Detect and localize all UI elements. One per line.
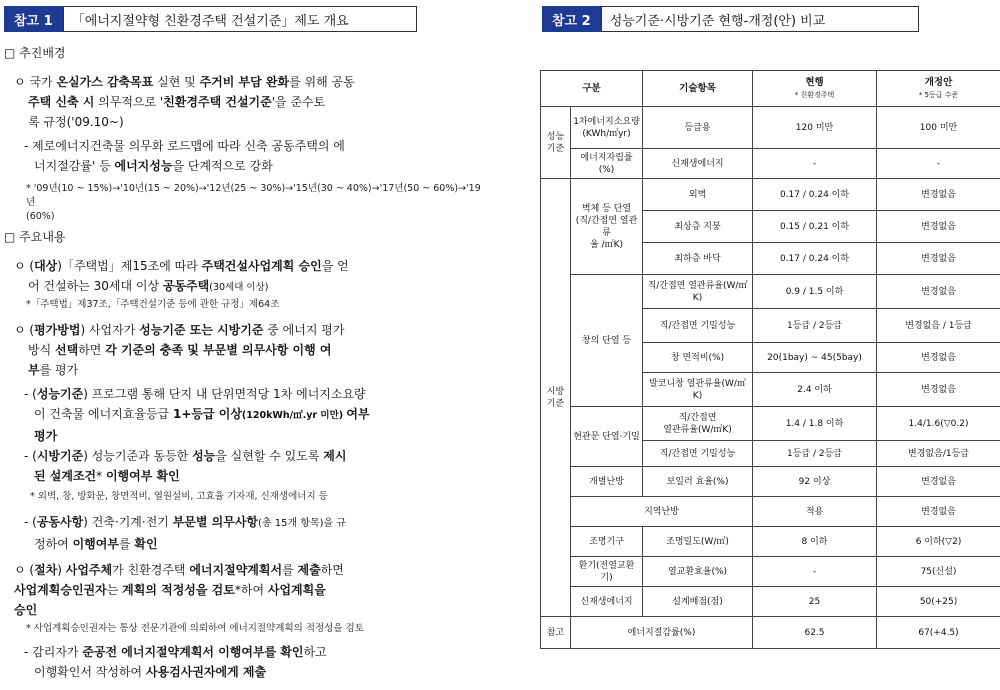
table-row: 시방 기준 벽체 등 단열 (직/간접면 열관류 율 /㎡K) 외벽 0.17 / 0.24 이하 변경없음 [541,179,1000,211]
table-row: 직/간접면 기밀성능 1등급 / 2등급 변경없음/1등급 [541,441,1000,467]
para-4: ㅇ (평가방법) 사업자가 성능기준 또는 시방기준 중 에너지 평가 방식 선택하면 각 기준의 충족 및 부문별 의무사항 이행 여 부를 평가 [14,323,345,377]
table-header-row [541,71,1000,107]
header-current: 현행 * 친환경주택 [753,71,877,107]
para-9: - 감리자가 준공전 에너지절약계획서 이행여부를 확인하고 이행확인서 작성하여 사용검사권자에게 제출 [24,645,327,679]
table-row: 최하층 바닥 0.17 / 0.24 이하 변경없음 [541,243,1000,275]
table-row: 창 면적비(%) 20(1bay) ~ 45(5bay) 변경없음 [541,343,1000,373]
table-row: 조명기구 조명밀도(W/㎡) 8 이하 6 이하(▽2) [541,527,1000,557]
section-background: □ 추진배경 [4,46,66,60]
para-8: ㅇ (절차) 사업주체가 친환경주택 에너지절약계획서를 제출하면 사업계획승인권자는 계획의 적정성을 검토*하여 사업계획을 승인 [14,563,344,617]
para-2: - 제로에너지건축물 의무화 로드맵에 따라 신축 공동주택의 에 너지절감률' 등 에너지성능을 단계적으로 강화 [24,139,345,173]
table-row: 발코니창 열관류율(W/㎡K) 2.4 이하 변경없음 [541,373,1000,407]
note-4: * 사업계획승인권자는 통상 전문기관에 의뢰하여 에너지절약계획의 적정성을 검토 [26,623,364,634]
ref1-header [4,6,417,32]
table-row: 참고 에너지절감률(%) 62.5 67(+4.5) [541,617,1000,649]
table-row: 직/간접면 기밀성능 1등급 / 2등급 변경없음 / 1등급 [541,309,1000,343]
table-row: 최상층 지붕 0.15 / 0.21 이하 변경없음 [541,211,1000,243]
para-1: ㅇ 국가 온실가스 감축목표 실현 및 주거비 부담 완화를 위해 공동 주택 신축 시 의무적으로 '친환경주택 건설기준'을 준수토 록 규정('09.10~) [14,75,355,129]
header-revised: 개정안 * 5등급 수준 [877,71,1000,107]
right-panel [540,0,1000,690]
para-3: ㅇ (대상)「주택법」제15조에 따라 주택건설사업계획 승인을 얻 어 건설하는 30세대 이상 공동주택(30세대 이상) [14,259,349,293]
left-panel [0,0,490,690]
table-row: 지역난방 적용 변경없음 [541,497,1000,527]
group-spec: 시방 기준 [541,179,571,617]
para-5: - (성능기준) 프로그램 통해 단지 내 단위면적당 1차 에너지소요량 이 건축물 에너지효율등급 1+등급 이상(120kWh/㎡.yr 미만) 여부 평가 [24,387,370,443]
note-2: *「주택법」제37조,「주택건설기준 등에 관한 규정」제64조 [26,299,280,310]
header-gubun: 구분 [541,71,643,107]
comparison-table [540,70,1000,649]
group-performance: 성능 기준 [541,107,571,179]
ref1-title: 「에너지절약형 친환경주택 건설기준」제도 개요 [63,6,417,32]
note-3: * 외벽, 창, 방화문, 창면적비, 열원설비, 고효율 기자재, 신재생에너지 등 [30,491,328,502]
para-7: - (공동사항) 건축·기계·전기 부문별 의무사항(총 15개 항목)을 규 정하여 이행여부를 확인 [24,515,347,551]
table-row: 신재생에너지 설계배점(점) 25 50(+25) [541,587,1000,617]
para-6: - (시방기준) 성능기준과 동등한 성능을 실현할 수 있도록 제시 된 설계조건* 이행여부 확인 [24,449,347,483]
table-row: 에너지자립률(%) 신재생에너지 - - [541,149,1000,179]
note-1: * '09년(10 ~ 15%)→'10년(15 ~ 20%)→'12년(25 ~ 30%)→'15년(30 ~ 40%)→'17년(50 ~ 60%)→'19년 (60%) [26,183,481,222]
table-row: 환기(전열교환기) 열교환효율(%) - 75(신설) [541,557,1000,587]
header-item: 기술항목 [643,71,753,107]
section-main: □ 주요내용 [4,230,66,244]
ref2-title: 성능기준·시방기준 현행-개정(안) 비교 [601,6,919,32]
table-row: 성능 기준 1차에너지소요량 (KWh/㎡yr) 등급용 120 미만 100 미만 [541,107,1000,149]
group-reference: 참고 [541,617,571,649]
ref1-badge: 참고 1 [4,6,63,32]
ref2-header [542,6,919,32]
table-row: 개별난방 보일러 효율(%) 92 이상 변경없음 [541,467,1000,497]
ref2-badge: 참고 2 [542,6,601,32]
table-row: 현관문 단열·기밀 직/간접면 열관류율(W/㎡K) 1.4 / 1.8 이하 1.4/1.6(▽0.2) [541,407,1000,441]
table-row: 창의 단열 등 직/간접면 열관류율(W/㎡K) 0.9 / 1.5 이하 변경없음 [541,275,1000,309]
